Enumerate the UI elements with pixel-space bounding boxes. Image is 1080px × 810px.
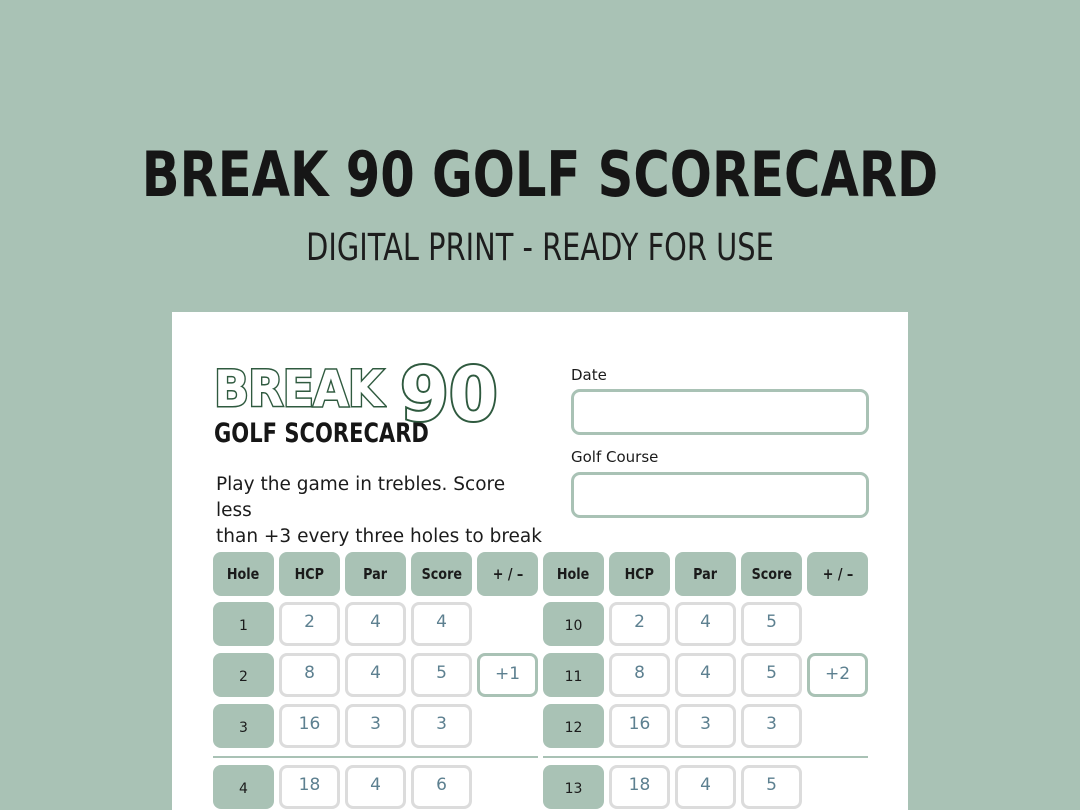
front-hole-cell: 4 [213,765,274,809]
page-title: BREAK 90 GOLF SCORECARD [141,138,939,211]
back-header-score [741,552,802,596]
back-hcp-cell[interactable]: 8 [609,653,670,697]
header-label: Score [751,565,792,583]
back-score-cell[interactable]: 5 [741,653,802,697]
golf-course-label: Golf Course [571,448,659,466]
logo-number-90: 90 [400,352,498,438]
treble-divider-front [213,756,538,758]
date-field[interactable] [571,389,869,435]
back-score-cell[interactable]: 5 [741,602,802,646]
back-header-par [675,552,736,596]
page-subtitle: DIGITAL PRINT - READY FOR USE [306,226,774,269]
front-hcp-cell[interactable]: 18 [279,765,340,809]
treble-divider-back [543,756,868,758]
header-label: + / – [822,565,853,583]
back-plus-minus-cell[interactable]: +2 [807,653,868,697]
scorecard [172,312,908,810]
back-score-cell[interactable]: 5 [741,765,802,809]
front-score-cell[interactable]: 6 [411,765,472,809]
front-par-cell[interactable]: 4 [345,653,406,697]
header-label: Score [421,565,462,583]
back-par-cell[interactable]: 3 [675,704,736,748]
back-score-cell[interactable]: 3 [741,704,802,748]
header-label: HCP [294,565,325,583]
front-score-cell[interactable]: 5 [411,653,472,697]
front-header-plus-minus [477,552,538,596]
logo-word-break: BREAK [214,360,383,418]
front-plus-minus-cell[interactable]: +1 [477,653,538,697]
header-label: Par [693,565,718,583]
back-par-cell[interactable]: 4 [675,653,736,697]
instructions-line-1: Play the game in trebles. Score less [216,474,506,521]
front-header-hole [213,552,274,596]
header-label: Par [363,565,388,583]
front-hcp-cell[interactable]: 2 [279,602,340,646]
date-label: Date [571,366,607,384]
front-hole-cell: 3 [213,704,274,748]
back-hole-cell: 10 [543,602,604,646]
header-label: Hole [227,565,260,583]
header-label: Hole [557,565,590,583]
header-label: + / – [492,565,523,583]
back-hole-cell: 12 [543,704,604,748]
front-par-cell[interactable]: 4 [345,602,406,646]
back-hole-cell: 11 [543,653,604,697]
instructions-line-2: than +3 every three holes to break [216,526,542,547]
front-hole-cell: 2 [213,653,274,697]
header-label: HCP [624,565,655,583]
back-hcp-cell[interactable]: 18 [609,765,670,809]
back-hcp-cell[interactable]: 16 [609,704,670,748]
back-header-hcp [609,552,670,596]
back-par-cell[interactable]: 4 [675,765,736,809]
front-score-cell[interactable]: 4 [411,602,472,646]
front-hcp-cell[interactable]: 16 [279,704,340,748]
break90-logo [214,352,514,460]
front-hole-cell: 1 [213,602,274,646]
front-hcp-cell[interactable]: 8 [279,653,340,697]
logo-subtitle: GOLF SCORECARD [214,418,429,449]
front-score-cell[interactable]: 3 [411,704,472,748]
back-hole-cell: 13 [543,765,604,809]
back-header-plus-minus [807,552,868,596]
front-header-par [345,552,406,596]
front-header-hcp [279,552,340,596]
back-hcp-cell[interactable]: 2 [609,602,670,646]
front-par-cell[interactable]: 4 [345,765,406,809]
back-par-cell[interactable]: 4 [675,602,736,646]
front-par-cell[interactable]: 3 [345,704,406,748]
back-header-hole [543,552,604,596]
golf-course-field[interactable] [571,472,869,518]
front-header-score [411,552,472,596]
